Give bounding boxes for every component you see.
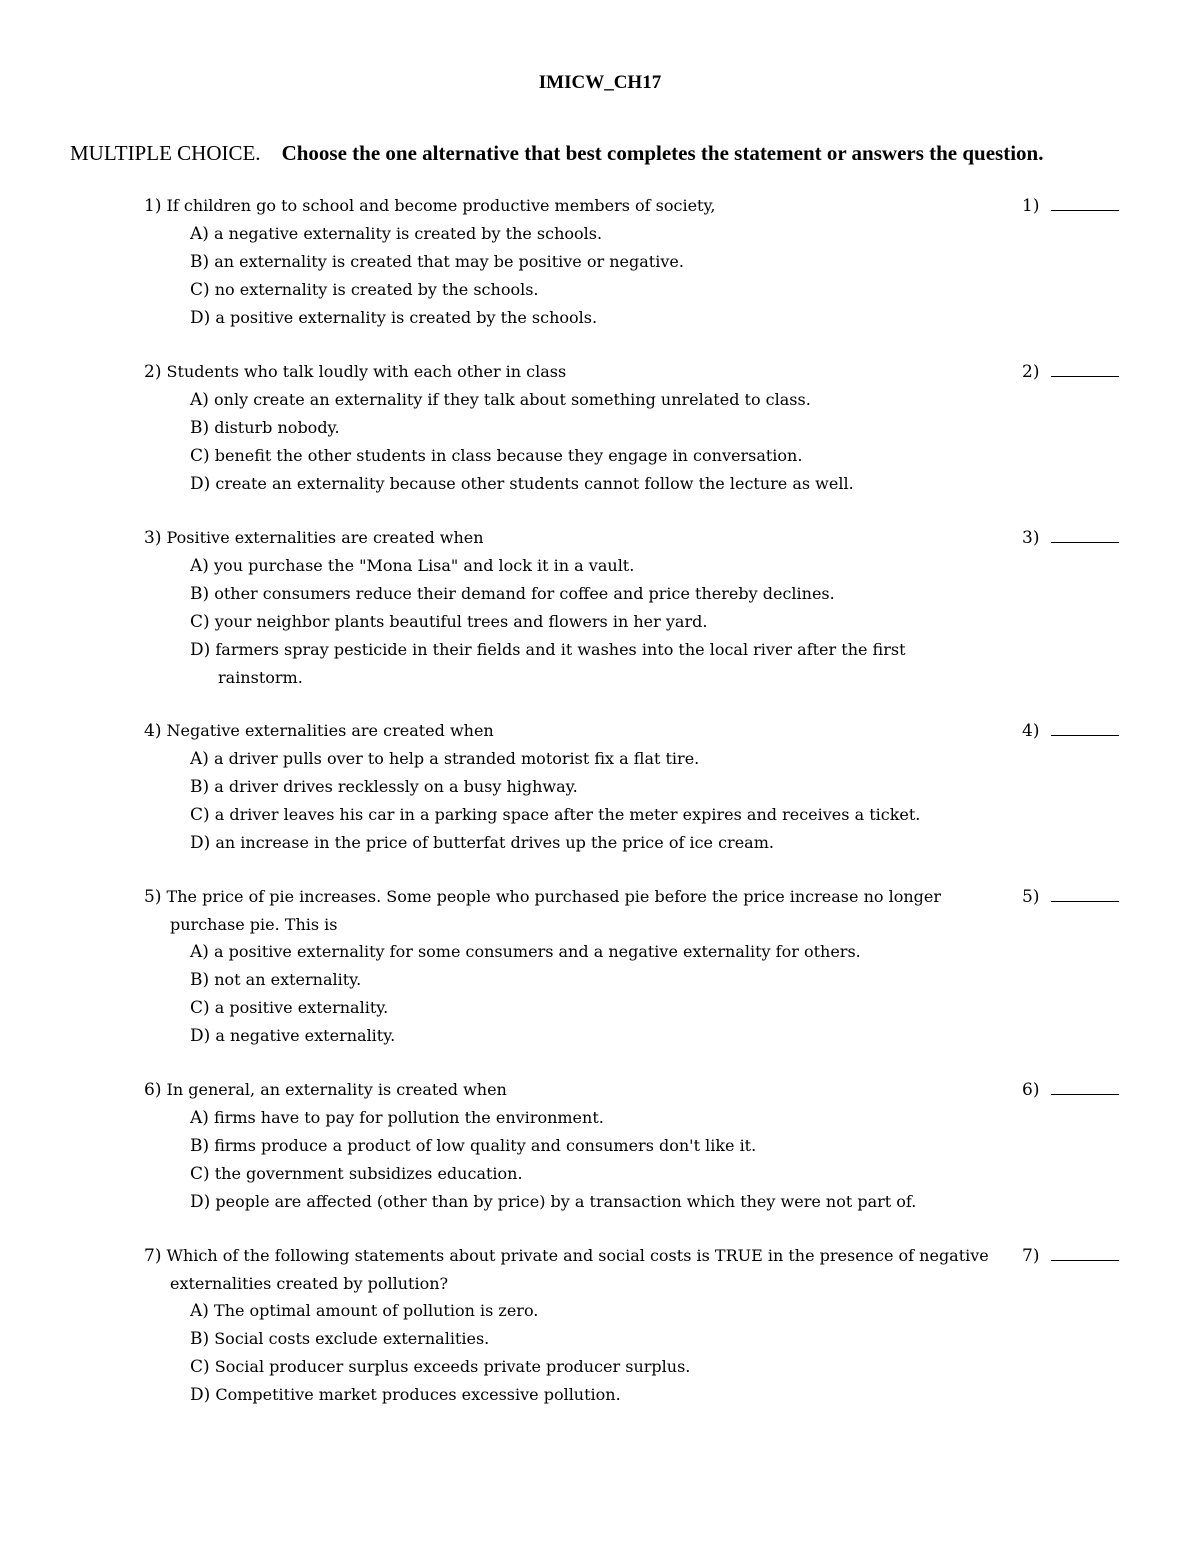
answer-number: 3): [1022, 528, 1040, 548]
section-instructions: Choose the one alternative that best completes the statement or answers the question.: [281, 141, 1044, 165]
question-number: 7): [144, 1246, 162, 1266]
question-stem: [0, 524, 990, 552]
section-label: MULTIPLE CHOICE.: [70, 141, 261, 165]
choice-text: no externality is created by the schools.: [214, 280, 539, 299]
answer-choice: [0, 966, 978, 994]
question-item: [0, 883, 1200, 1050]
choice-text: firms have to pay for pollution the environment.: [214, 1108, 604, 1127]
question-item: [0, 524, 1200, 691]
choice-letter: A): [190, 1301, 209, 1321]
choice-letter: B): [190, 970, 210, 990]
answer-choice: [0, 994, 978, 1022]
choice-text: people are affected (other than by price) by a transaction which they were not part of.: [215, 1192, 917, 1211]
choice-letter: D): [190, 308, 211, 328]
question-stem: [0, 1076, 990, 1104]
answer-choice: [0, 773, 978, 801]
question-number: 6): [144, 1080, 162, 1100]
answer-blank[interactable]: [1051, 1242, 1119, 1261]
answer-slot: [1022, 1076, 1132, 1104]
choice-text: a driver pulls over to help a stranded motorist fix a flat tire.: [214, 749, 700, 768]
answer-choice: [0, 386, 978, 414]
answer-choice: [0, 470, 978, 498]
choice-text: a positive externality.: [214, 998, 389, 1017]
choice-letter: A): [190, 749, 209, 769]
answer-choice: [0, 220, 978, 248]
choice-text: a positive externality for some consumers and a negative externality for others.: [214, 942, 861, 961]
choice-text: an increase in the price of butterfat drives up the price of ice cream.: [215, 833, 774, 852]
answer-choice: [0, 1325, 978, 1353]
choice-text: not an externality.: [214, 970, 362, 989]
choice-letter: D): [190, 1385, 211, 1405]
question-text: Negative externalities are created when: [166, 721, 494, 740]
choice-text: benefit the other students in class because they engage in conversation.: [214, 446, 803, 465]
choice-text: only create an externality if they talk about something unrelated to class.: [214, 390, 811, 409]
question-text: Which of the following statements about private and social costs is TRUE in the presence of negative externalities created by pollution?: [166, 1246, 989, 1293]
choice-text: the government subsidizes education.: [214, 1164, 523, 1183]
document-title: IMICW_CH17: [538, 72, 662, 93]
choice-text: Competitive market produces excessive pollution.: [215, 1385, 621, 1404]
question-stem: [0, 883, 990, 938]
choice-letter: A): [190, 1108, 209, 1128]
question-number: 3): [144, 528, 162, 548]
choice-letter: B): [190, 1136, 210, 1156]
question-item: [0, 358, 1200, 498]
choice-text: firms produce a product of low quality and consumers don't like it.: [214, 1136, 757, 1155]
answer-choice: [0, 248, 978, 276]
choice-letter: D): [190, 1192, 211, 1212]
question-text: In general, an externality is created when: [166, 1080, 507, 1099]
choice-letter: C): [190, 998, 210, 1018]
choice-letter: B): [190, 777, 210, 797]
answer-choice: [0, 1160, 978, 1188]
answer-number: 5): [1022, 887, 1040, 907]
answer-slot: [1022, 883, 1132, 911]
question-item: [0, 1076, 1200, 1216]
answer-choice: [0, 829, 978, 857]
answer-slot: [1022, 192, 1132, 220]
choice-letter: C): [190, 805, 210, 825]
question-text: Positive externalities are created when: [166, 528, 484, 547]
question-number: 1): [144, 196, 162, 216]
choice-letter: D): [190, 1026, 211, 1046]
answer-choice: [0, 1381, 978, 1409]
question-item: [0, 717, 1200, 857]
choice-letter: C): [190, 1164, 210, 1184]
answer-blank[interactable]: [1051, 192, 1119, 211]
answer-choice: [0, 276, 978, 304]
choice-letter: D): [190, 474, 211, 494]
answer-choice: [0, 938, 978, 966]
answer-choice: [0, 1188, 978, 1216]
answer-blank[interactable]: [1051, 717, 1119, 736]
question-number: 4): [144, 721, 162, 741]
choice-text: an externality is created that may be positive or negative.: [214, 252, 684, 271]
choice-letter: A): [190, 556, 209, 576]
choice-letter: A): [190, 224, 209, 244]
choice-text: a driver drives recklessly on a busy highway.: [214, 777, 578, 796]
choice-letter: C): [190, 446, 210, 466]
answer-slot: [1022, 717, 1132, 745]
choice-text: create an externality because other students cannot follow the lecture as well.: [215, 474, 854, 493]
answer-choice: [0, 552, 978, 580]
choice-text: a driver leaves his car in a parking space after the meter expires and receives a ticket.: [214, 805, 921, 824]
answer-choice: [0, 414, 978, 442]
question-text: Students who talk loudly with each other in class: [166, 362, 567, 381]
answer-choice: [0, 442, 978, 470]
answer-number: 2): [1022, 362, 1040, 382]
choice-text: a negative externality is created by the schools.: [214, 224, 603, 243]
answer-number: 1): [1022, 196, 1040, 216]
answer-blank[interactable]: [1051, 358, 1119, 377]
choice-letter: B): [190, 252, 210, 272]
choice-letter: C): [190, 1357, 210, 1377]
answer-choice: [0, 636, 978, 691]
choice-letter: A): [190, 390, 209, 410]
answer-choice: [0, 1297, 978, 1325]
answer-choice: [0, 801, 978, 829]
answer-choice: [0, 1132, 978, 1160]
choice-text: farmers spray pesticide in their fields and it washes into the local river after the first rainstorm.: [215, 640, 906, 687]
answer-blank[interactable]: [1051, 524, 1119, 543]
answer-blank[interactable]: [1051, 1076, 1119, 1095]
question-number: 5): [144, 887, 162, 907]
question-number: 2): [144, 362, 162, 382]
answer-blank[interactable]: [1051, 883, 1119, 902]
choice-letter: B): [190, 1329, 210, 1349]
answer-slot: [1022, 524, 1132, 552]
choice-text: other consumers reduce their demand for coffee and price thereby declines.: [214, 584, 835, 603]
question-stem: [0, 717, 990, 745]
answer-number: 7): [1022, 1246, 1040, 1266]
section-heading: [70, 140, 1120, 167]
question-list: [0, 192, 1200, 1435]
answer-number: 4): [1022, 721, 1040, 741]
choice-text: Social producer surplus exceeds private producer surplus.: [214, 1357, 691, 1376]
answer-choice: [0, 608, 978, 636]
answer-number: 6): [1022, 1080, 1040, 1100]
choice-text: disturb nobody.: [214, 418, 340, 437]
choice-text: The optimal amount of pollution is zero.: [214, 1301, 539, 1320]
answer-choice: [0, 1104, 978, 1132]
question-text: The price of pie increases. Some people who purchased pie before the price increase no longer purchase pie. This is: [166, 887, 941, 934]
choice-letter: D): [190, 640, 211, 660]
choice-text: a negative externality.: [215, 1026, 396, 1045]
choice-letter: C): [190, 612, 210, 632]
choice-letter: B): [190, 584, 210, 604]
choice-text: your neighbor plants beautiful trees and flowers in her yard.: [214, 612, 708, 631]
answer-choice: [0, 745, 978, 773]
question-stem: [0, 1242, 990, 1297]
answer-slot: [1022, 358, 1132, 386]
question-item: [0, 1242, 1200, 1409]
choice-letter: A): [190, 942, 209, 962]
choice-text: you purchase the "Mona Lisa" and lock it in a vault.: [214, 556, 635, 575]
question-item: [0, 192, 1200, 332]
answer-choice: [0, 1353, 978, 1381]
answer-slot: [1022, 1242, 1132, 1270]
answer-choice: [0, 304, 978, 332]
choice-letter: B): [190, 418, 210, 438]
question-stem: [0, 192, 990, 220]
choice-text: a positive externality is created by the schools.: [215, 308, 598, 327]
choice-letter: D): [190, 833, 211, 853]
answer-choice: [0, 1022, 978, 1050]
choice-letter: C): [190, 280, 210, 300]
answer-choice: [0, 580, 978, 608]
choice-text: Social costs exclude externalities.: [214, 1329, 490, 1348]
question-stem: [0, 358, 990, 386]
question-text: If children go to school and become productive members of society,: [166, 196, 716, 215]
